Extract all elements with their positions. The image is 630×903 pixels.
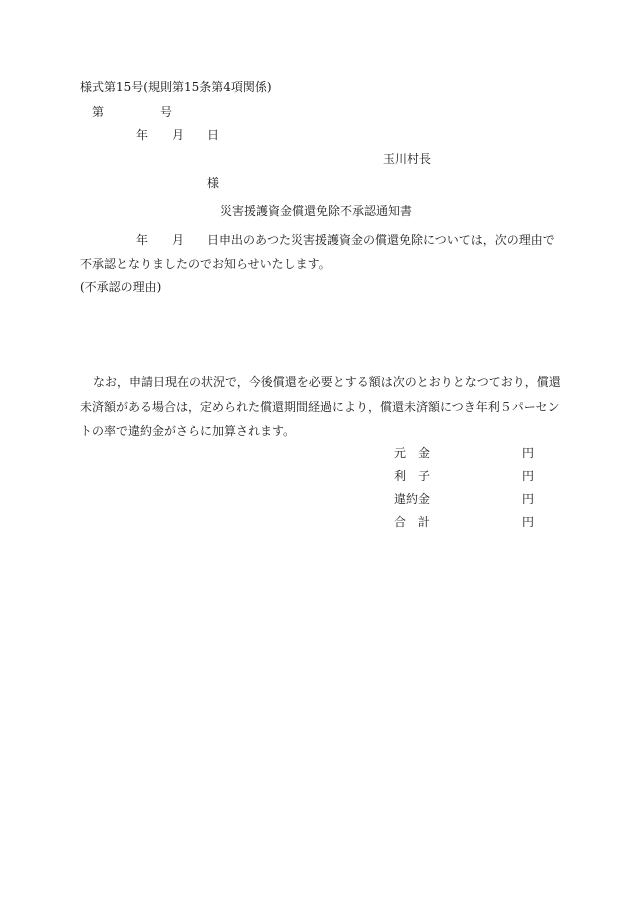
amount-label-principal: 元 金 <box>394 446 431 460</box>
document-title: 災害援護資金償還免除不承認通知書 <box>220 204 413 218</box>
body1-year: 年 <box>136 233 149 247</box>
form-header: 様式第15号(規則第15条第4項関係) <box>80 80 272 94</box>
addressee-suffix: 様 <box>207 176 220 190</box>
body1-line1: 日申出のあつた災害援護資金の償還免除については，次の理由で <box>207 233 555 247</box>
amount-label-interest: 利 子 <box>394 469 431 483</box>
amount-unit-total: 円 <box>522 515 535 529</box>
body2-line3: トの率で違約金がさらに加算されます。 <box>80 424 296 438</box>
amount-unit-penalty: 円 <box>522 492 535 506</box>
date-month: 月 <box>172 128 185 142</box>
date-year: 年 <box>136 128 149 142</box>
body1-line2: 不承認となりましたのでお知らせいたします。 <box>80 257 331 271</box>
amount-label-penalty: 違約金 <box>394 492 431 506</box>
amount-label-total: 合 計 <box>394 515 431 529</box>
issuer: 玉川村長 <box>383 152 432 166</box>
number-dai: 第 <box>92 105 105 119</box>
body2-line1: なお，申請日現在の状況で，今後償還を必要とする額は次のとおりとなつており，償還 <box>93 375 561 389</box>
amount-unit-principal: 円 <box>522 446 535 460</box>
amount-unit-interest: 円 <box>522 469 535 483</box>
date-day: 日 <box>207 128 220 142</box>
body1-month: 月 <box>172 233 185 247</box>
number-go: 号 <box>160 105 173 119</box>
body2-line2: 未済額がある場合は，定められた償還期間経過により，償還未済額につき年利５パーセン <box>80 400 560 414</box>
reason-label: (不承認の理由) <box>80 280 162 294</box>
